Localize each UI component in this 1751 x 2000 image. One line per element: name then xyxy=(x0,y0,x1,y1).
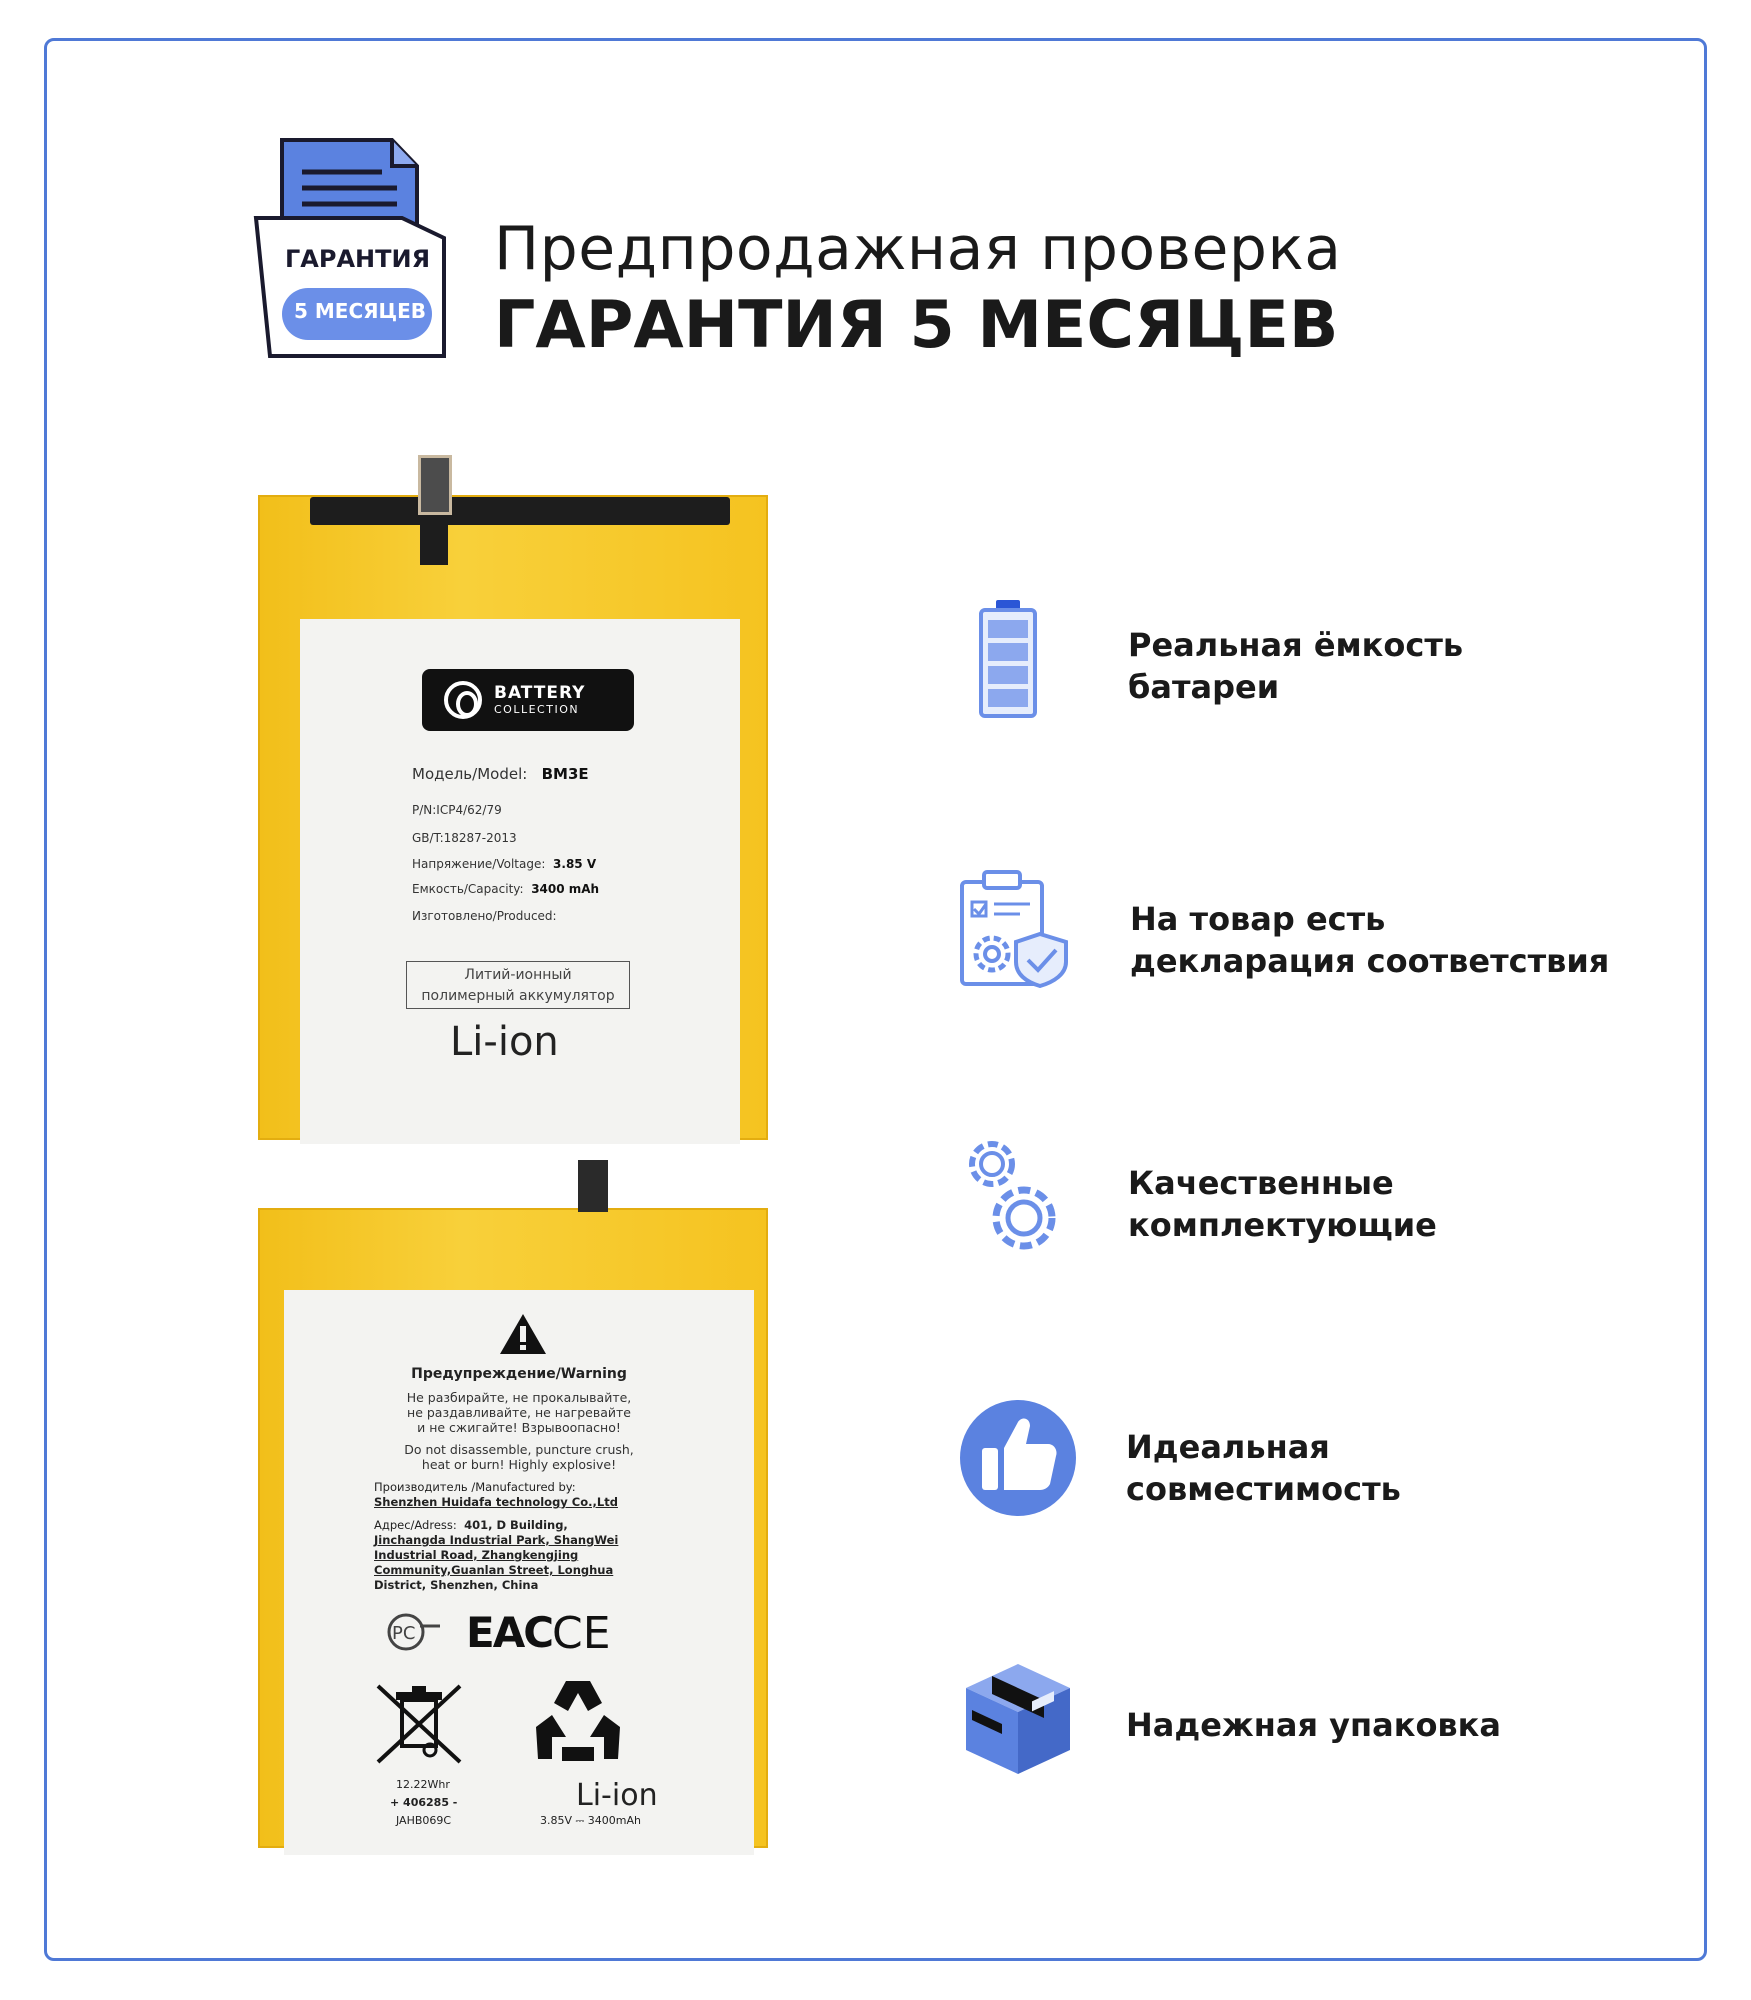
brand-mark-icon xyxy=(444,681,482,719)
battery-front-photo xyxy=(250,455,770,1145)
feature-capacity xyxy=(1128,624,1463,708)
gears-icon xyxy=(962,1134,1062,1256)
chemistry-label: Li-ion xyxy=(450,1019,559,1065)
address-line3: Industrial Road, Zhangkengjing xyxy=(374,1548,579,1562)
warning-title: Предупреждение/Warning xyxy=(411,1366,627,1382)
feature-declaration xyxy=(1130,898,1609,982)
pn-row: P/N:ICP4/62/79 xyxy=(412,803,502,817)
recycle-icon xyxy=(528,1675,628,1767)
type-line2: полимерный аккумулятор xyxy=(421,988,615,1004)
capacity-row xyxy=(412,882,599,896)
voltage-row xyxy=(412,857,596,871)
voltage-capacity-rating: 3.85V ⎓ 3400mAh xyxy=(540,1814,641,1827)
energy-rating: 12.22Whr xyxy=(396,1778,450,1791)
warranty-document-icon xyxy=(252,138,447,360)
address-line4: Community,Guanlan Street, Longhua xyxy=(374,1563,614,1577)
capacity-label: Емкость/Capacity: xyxy=(412,882,524,896)
warning-ru-2: не раздавливайте, не нагревайте xyxy=(407,1405,631,1420)
feature-compatibility-line2: совместимость xyxy=(1126,1470,1401,1508)
battery-wrap-back xyxy=(258,1208,768,1848)
model-row xyxy=(412,765,589,783)
manufacturer-label: Производитель /Manufactured by: xyxy=(374,1480,576,1494)
flex-cable xyxy=(310,497,730,525)
feature-capacity-line1: Реальная ёмкость xyxy=(1128,626,1464,664)
brand-logo xyxy=(422,669,634,731)
warning-en-1: Do not disassemble, puncture crush, xyxy=(404,1442,634,1457)
address-line2: Jinchangda Industrial Park, ShangWei xyxy=(374,1533,619,1547)
feature-components xyxy=(1128,1162,1437,1246)
warning-en-2: heat or burn! Highly explosive! xyxy=(421,1457,617,1472)
model-value: BM3E xyxy=(541,765,589,783)
feature-compatibility xyxy=(1126,1426,1401,1510)
feature-capacity-line2: батареи xyxy=(1128,668,1280,706)
chemistry-label-back: Li-ion xyxy=(576,1778,658,1813)
badge-line2: 5 МЕСЯЦЕВ xyxy=(294,299,426,323)
manufacturer-name: Shenzhen Huidafa technology Co.,Ltd xyxy=(374,1495,618,1509)
address-label: Адрес/Adress: xyxy=(374,1518,457,1532)
voltage-label: Напряжение/Voltage: xyxy=(412,857,546,871)
package-box-icon xyxy=(962,1660,1074,1778)
battery-wrap xyxy=(258,495,768,1140)
header-title: ГАРАНТИЯ 5 МЕСЯЦЕВ xyxy=(494,288,1339,363)
feature-declaration-line1: На товар есть xyxy=(1130,900,1386,938)
battery-back-photo xyxy=(250,1160,770,1860)
feature-components-line1: Качественные xyxy=(1128,1164,1394,1202)
svg-text:PC: PC xyxy=(392,1623,416,1644)
cell-code: + 406285 - xyxy=(390,1796,458,1809)
address-line1: 401, D Building, xyxy=(464,1518,568,1532)
battery-type-box xyxy=(406,961,630,1009)
feature-declaration-line2: декларация соответствия xyxy=(1130,942,1610,980)
warning-ru-1: Не разбирайте, не прокалывайте, xyxy=(406,1390,632,1405)
address-row xyxy=(374,1518,568,1533)
battery-label-back xyxy=(284,1290,754,1855)
brand-line2: COLLECTION xyxy=(494,703,580,716)
battery-label xyxy=(300,619,740,1144)
feature-packaging xyxy=(1126,1704,1501,1746)
feature-packaging-line1: Надежная упаковка xyxy=(1126,1706,1501,1744)
weee-bin-icon xyxy=(374,1682,464,1766)
feature-components-line2: комплектующие xyxy=(1128,1206,1437,1244)
batch-code: JAHB069C xyxy=(396,1814,452,1827)
flex-cable-vertical xyxy=(420,507,448,565)
battery-icon xyxy=(978,598,1038,720)
model-label: Модель/Model: xyxy=(412,765,528,783)
produced-row: Изготовлено/Produced: xyxy=(412,909,557,923)
pct-mark-icon xyxy=(384,1612,442,1652)
feature-compatibility-line1: Идеальная xyxy=(1126,1428,1330,1466)
type-line1: Литий-ионный xyxy=(464,967,572,983)
voltage-value: 3.85 V xyxy=(553,857,597,871)
thumbs-up-icon xyxy=(958,1398,1078,1518)
clipboard-shield-icon xyxy=(958,868,1070,988)
eac-mark: EAC xyxy=(466,1608,553,1657)
header-subtitle: Предпродажная проверка xyxy=(494,214,1342,284)
connector-tab-back xyxy=(578,1160,608,1212)
gb-row: GB/T:18287-2013 xyxy=(412,831,517,845)
capacity-value: 3400 mAh xyxy=(531,882,600,896)
warning-ru-3: и не сжигайте! Взрывоопасно! xyxy=(417,1420,621,1435)
warning-icon xyxy=(498,1312,548,1356)
address-line5: District, Shenzhen, China xyxy=(374,1578,539,1592)
badge-line1: ГАРАНТИЯ xyxy=(285,245,431,273)
ce-mark: CE xyxy=(552,1608,611,1659)
connector-tab xyxy=(418,455,452,515)
brand-line1: BATTERY xyxy=(494,683,586,703)
